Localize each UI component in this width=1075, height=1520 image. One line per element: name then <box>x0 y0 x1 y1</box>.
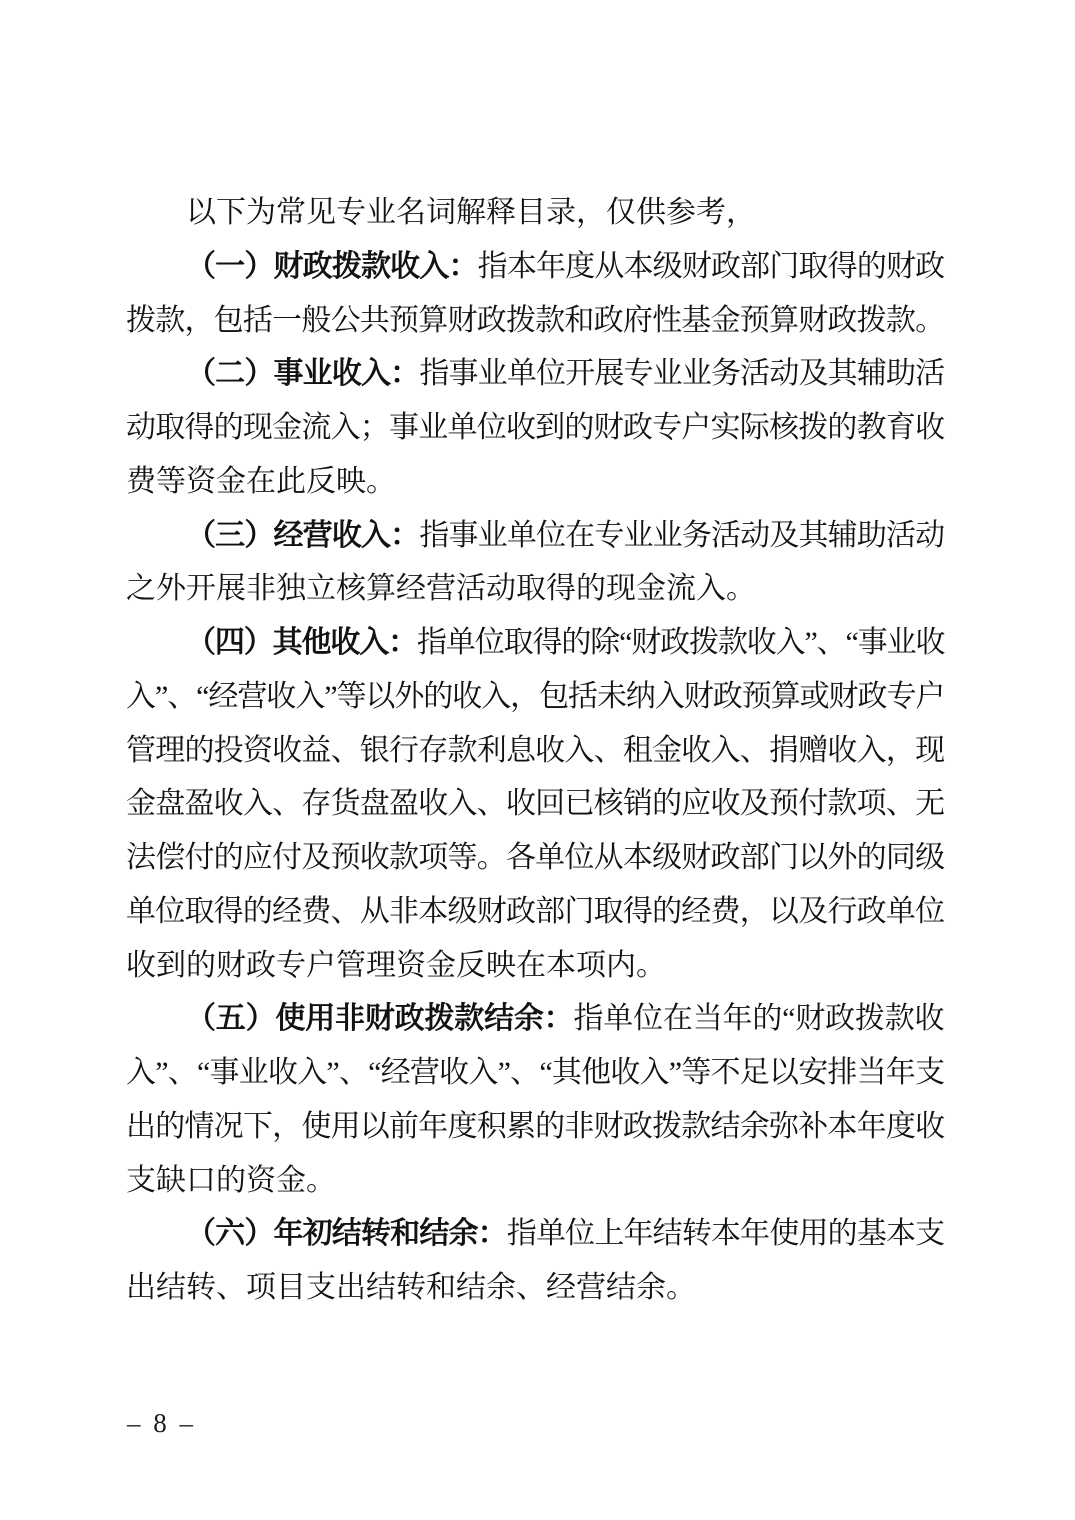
body-text: 法偿付的应付及预收款项等。各单位从本级财政部门以外的同级 <box>126 841 944 874</box>
body-text: 管理的投资收益、银行存款利息收入、租金收入、捐赠收入，现 <box>126 733 944 767</box>
text-line <box>126 294 944 348</box>
body-text: 指事业单位开展专业业务活动及其辅助活 <box>419 357 945 391</box>
body-text: 指单位在当年的“财政拨款收 <box>573 1002 944 1036</box>
body-text: 动取得的现金流入；事业单位收到的财政专户实际核拨的教育收 <box>126 411 944 444</box>
term-heading: （二）事业收入： <box>186 357 420 391</box>
document-body <box>126 186 944 1315</box>
text-line <box>126 240 944 294</box>
body-text: 出结转、项目支出结转和结余、经营结余。 <box>126 1271 696 1304</box>
term-heading: （四）其他收入： <box>186 626 417 659</box>
text-line <box>126 347 944 401</box>
text-line <box>126 939 944 993</box>
body-text: 收到的财政专户管理资金反映在本项内。 <box>126 948 666 982</box>
term-heading: （三）经营收入： <box>186 518 420 552</box>
text-line <box>126 1046 944 1100</box>
paragraph-intro <box>126 186 944 240</box>
body-text: 入”、“事业收入”、“经营收入”、“其他收入”等不足以安排当年支 <box>126 1056 944 1089</box>
text-line <box>126 509 944 563</box>
paragraph-item-4-qita-shouru <box>126 616 944 992</box>
text-line <box>126 1100 944 1154</box>
body-text: 金盘盈收入、存货盘盈收入、收回已核销的应收及预付款项、无 <box>126 787 944 821</box>
body-text: 指单位上年结转本年使用的基本支 <box>506 1217 944 1251</box>
body-text: 指事业单位在专业业务活动及其辅助活动 <box>419 518 945 552</box>
body-text: 支缺口的资金。 <box>126 1163 336 1197</box>
text-line <box>126 724 944 778</box>
body-text: 指本年度从本级财政部门取得的财政 <box>477 249 944 283</box>
paragraph-item-3-jingying-shouru <box>126 509 944 617</box>
term-heading: （五）使用非财政拨款结余： <box>186 1002 574 1036</box>
text-line <box>126 1207 944 1261</box>
page-number: – 8 – <box>127 1408 196 1438</box>
paragraph-item-6-nianchu-jiezhuan-he-jieyu <box>126 1207 944 1315</box>
body-text: 单位取得的经费、从非本级财政部门取得的经费，以及行政单位 <box>126 894 944 928</box>
text-line <box>126 831 944 885</box>
term-heading: （六）年初结转和结余： <box>186 1217 507 1251</box>
body-text: 入”、“经营收入”等以外的收入，包括未纳入财政预算或财政专户 <box>126 679 944 713</box>
text-line <box>126 562 944 616</box>
paragraph-item-1-caizheng-bokuan-shouru <box>126 240 944 348</box>
text-line <box>126 670 944 724</box>
text-line <box>126 1261 944 1315</box>
paragraph-item-2-shiye-shouru <box>126 347 944 508</box>
body-text: 出的情况下，使用以前年度积累的非财政拨款结余弥补本年度收 <box>126 1109 944 1143</box>
body-text: 费等资金在此反映。 <box>126 464 396 498</box>
text-line <box>126 885 944 939</box>
body-text: 拨款，包括一般公共预算财政拨款和政府性基金预算财政拨款。 <box>126 303 944 337</box>
text-line <box>126 401 944 455</box>
text-line <box>126 992 944 1046</box>
text-line <box>126 186 944 240</box>
text-line <box>126 777 944 831</box>
text-line <box>126 1154 944 1208</box>
text-line <box>126 455 944 509</box>
text-line <box>126 616 944 670</box>
term-heading: （一）财政拨款收入： <box>186 249 478 283</box>
paragraph-item-5-shiyong-feicaizheng-bokuan-jieyu <box>126 992 944 1207</box>
body-text: 以下为常见专业名词解释目录，仅供参考， <box>186 196 756 229</box>
body-text: 之外开展非独立核算经营活动取得的现金流入。 <box>126 572 756 606</box>
body-text: 指单位取得的除“财政拨款收入”、“事业收 <box>416 626 944 659</box>
